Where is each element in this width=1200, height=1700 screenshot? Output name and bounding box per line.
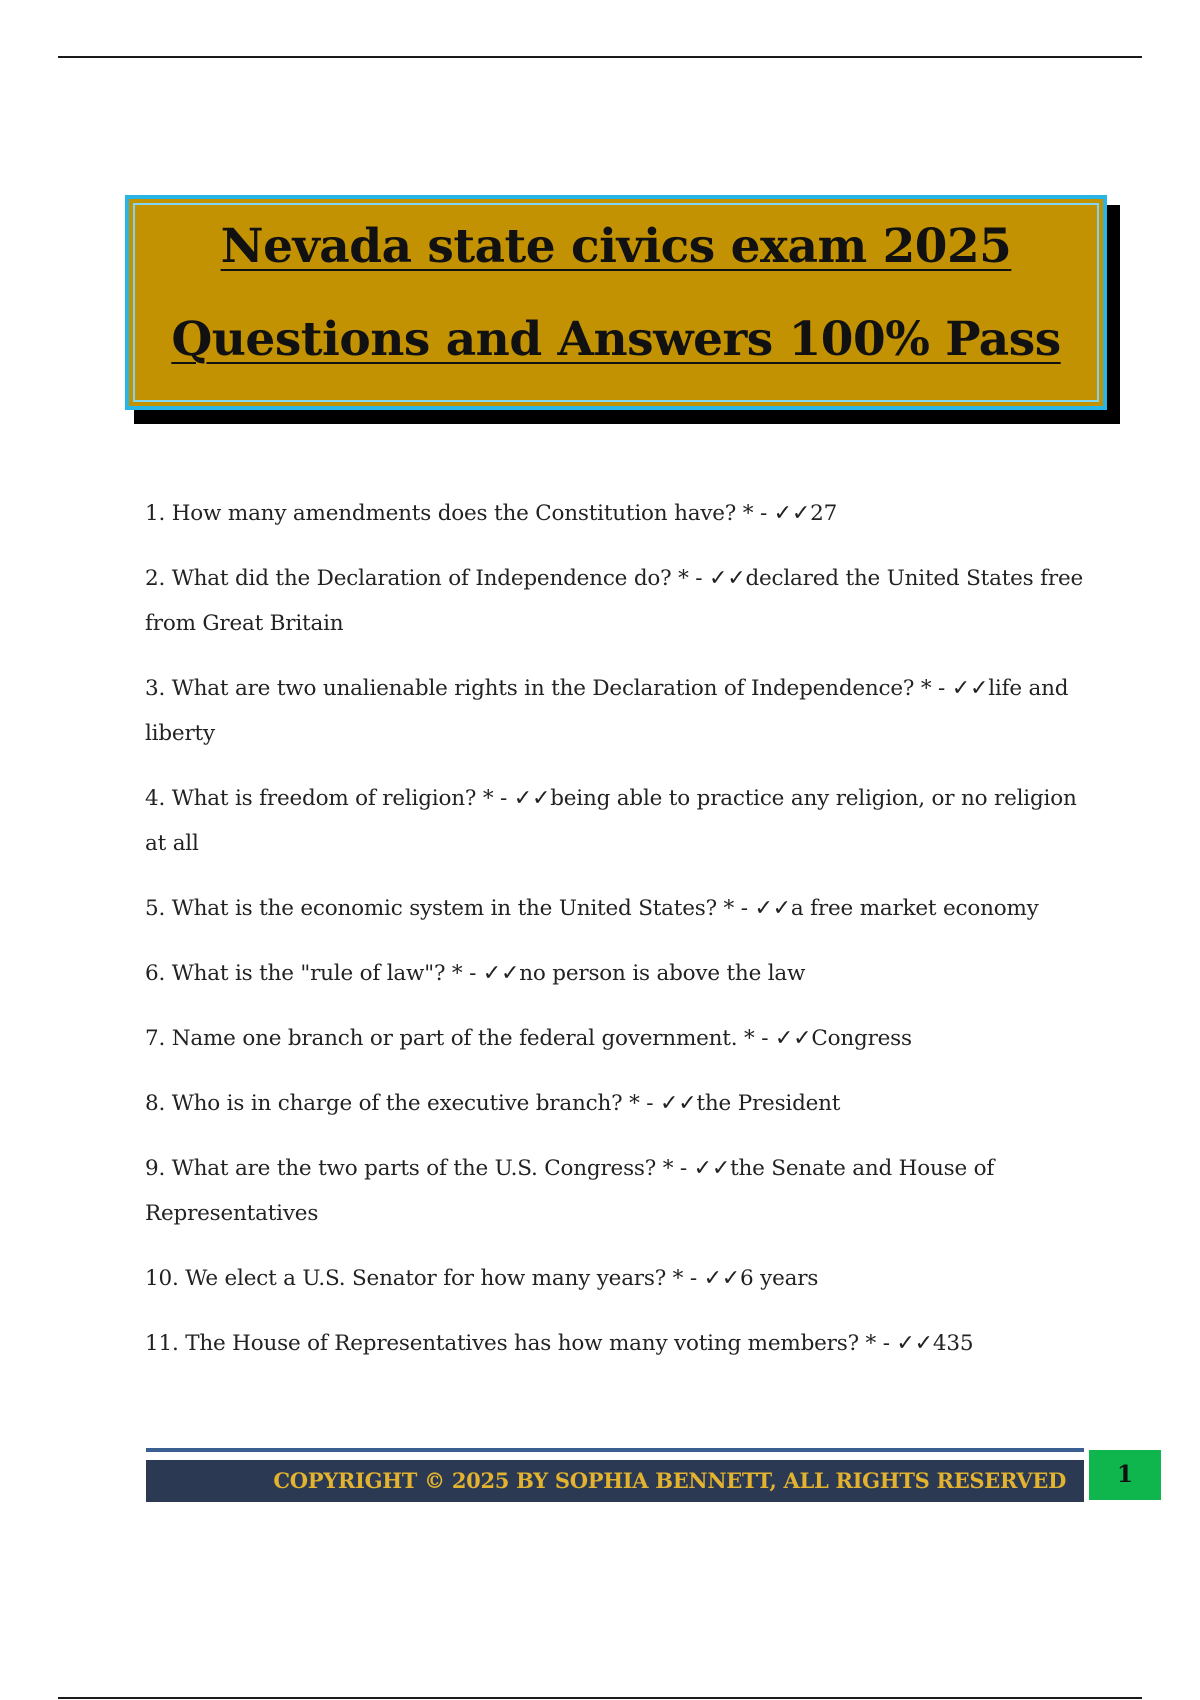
answer-text: declared the United States free from Great Britain	[145, 566, 1084, 636]
answer-text: 6 years	[740, 1266, 819, 1291]
answer-text: a free market economy	[790, 896, 1039, 921]
question-text: 1. How many amendments does the Constitution have? * -	[145, 501, 774, 526]
footer-bar	[146, 1460, 1084, 1502]
qa-item	[145, 666, 1085, 756]
page-number-box	[1089, 1450, 1161, 1500]
top-rule	[58, 56, 1142, 58]
footer-rule	[146, 1448, 1084, 1452]
question-text: 9. What are the two parts of the U.S. Congress? * -	[145, 1156, 694, 1181]
qa-item	[145, 1146, 1085, 1236]
question-text: 6. What is the "rule of law"? * -	[145, 961, 483, 986]
double-check-icon: ✓✓	[754, 896, 791, 921]
qa-item	[145, 1256, 1085, 1301]
question-text: 10. We elect a U.S. Senator for how many years? * -	[145, 1266, 704, 1291]
answer-text: no person is above the law	[519, 961, 806, 986]
double-check-icon: ✓✓	[708, 566, 746, 591]
title-banner	[125, 195, 1107, 410]
answer-text: Congress	[811, 1026, 912, 1051]
qa-list	[145, 491, 1085, 1386]
answer-text: being able to practice any religion, or no religion at all	[145, 786, 1077, 856]
qa-item	[145, 491, 1085, 536]
bottom-rule	[58, 1697, 1142, 1699]
qa-item	[145, 776, 1085, 866]
page-number: 1	[1116, 1461, 1133, 1488]
copyright-notice: COPYRIGHT © 2025 BY SOPHIA BENNETT, ALL RIGHTS RESERVED	[273, 1468, 1066, 1493]
document-title: Nevada state civics exam 2025	[220, 219, 1012, 274]
qa-item	[145, 556, 1085, 646]
double-check-icon: ✓✓	[703, 1266, 741, 1291]
double-check-icon: ✓✓	[482, 961, 520, 986]
question-text: 3. What are two unalienable rights in the Declaration of Independence? * -	[145, 676, 952, 701]
question-text: 5. What is the economic system in the United States? * -	[145, 896, 755, 921]
answer-text: life and liberty	[145, 676, 1069, 746]
answer-text: the President	[696, 1091, 841, 1116]
qa-item	[145, 951, 1085, 996]
double-check-icon: ✓✓	[693, 1156, 731, 1181]
question-text: 8. Who is in charge of the executive branch? * -	[145, 1091, 660, 1116]
qa-item	[145, 886, 1085, 931]
question-text: 7. Name one branch or part of the federal government. * -	[145, 1026, 775, 1051]
qa-item	[145, 1081, 1085, 1126]
double-check-icon: ✓✓	[513, 786, 551, 811]
answer-text: 435	[932, 1331, 974, 1356]
answer-text: the Senate and House of Representatives	[145, 1156, 995, 1226]
qa-item	[145, 1016, 1085, 1061]
double-check-icon: ✓✓	[951, 676, 989, 701]
double-check-icon: ✓✓	[774, 1026, 812, 1051]
question-text: 4. What is freedom of religion? * -	[145, 786, 514, 811]
question-text: 11. The House of Representatives has how many voting members? * -	[145, 1331, 897, 1356]
double-check-icon: ✓✓	[896, 1331, 933, 1356]
document-subtitle: Questions and Answers 100% Pass	[171, 312, 1061, 367]
question-text: 2. What did the Declaration of Independence do? * -	[145, 566, 709, 591]
answer-text: 27	[810, 501, 838, 526]
double-check-icon: ✓✓	[659, 1091, 697, 1116]
qa-item	[145, 1321, 1085, 1366]
double-check-icon: ✓✓	[773, 501, 811, 526]
